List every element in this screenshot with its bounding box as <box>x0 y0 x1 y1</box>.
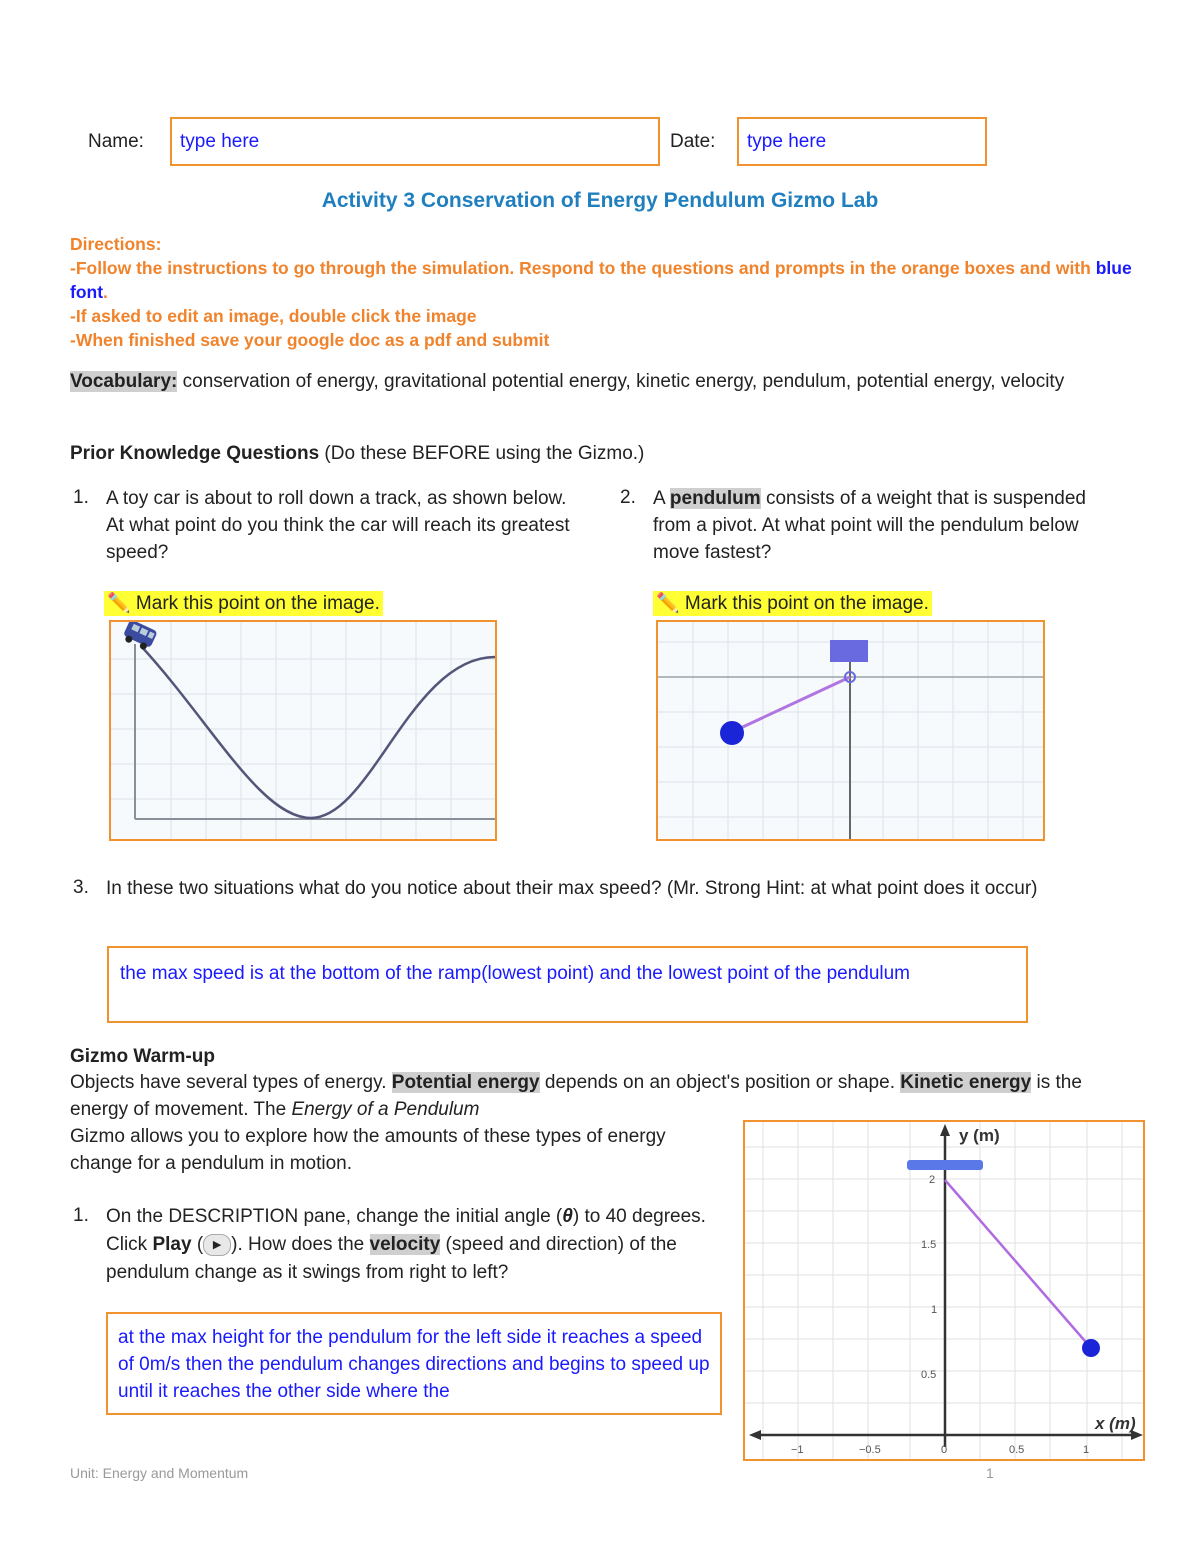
directions-line2: -If asked to edit an image, double click the image <box>70 306 477 326</box>
q3-text: In these two situations what do you notice about their max speed? (Mr. Strong Hint: at what point does it occur) <box>106 878 1038 899</box>
prior-heading: Prior Knowledge Questions (Do these BEFORE using the Gizmo.) <box>70 443 645 464</box>
warmup-q1-answer-box[interactable] <box>106 1312 722 1415</box>
track-curve <box>141 646 495 818</box>
q3-number: 3. <box>73 877 89 898</box>
directions-heading: Directions: <box>70 234 162 254</box>
warmup-paragraph-line1: Objects have several types of energy. Potential energy depends on an object's position or shape. Kinetic energy is the energy of movement. The Energy of a Pendulum <box>70 1072 1082 1120</box>
pendulum-image[interactable] <box>656 620 1045 841</box>
warmup-paragraph-wrap <box>70 1096 710 1196</box>
vocabulary-text: conservation of energy, gravitational potential energy, kinetic energy, pendulum, potential energy, velocity <box>177 371 1065 392</box>
page-title: Activity 3 Conservation of Energy Pendulum Gizmo Lab <box>321 189 879 212</box>
vocabulary-label: Vocabulary: <box>70 371 178 392</box>
q1-text: A toy car is about to roll down a track, as shown below. At what point do you think the car will reach its greatest speed? <box>106 488 570 563</box>
pendulum-graph-image[interactable] <box>743 1120 1145 1461</box>
track-image[interactable] <box>109 620 497 841</box>
y-axis-label: y (m) <box>959 1126 1000 1145</box>
q1-number: 1. <box>73 487 89 508</box>
blue-font-text: blue font <box>70 258 1132 302</box>
kinetic-energy-term: Kinetic energy <box>900 1072 1032 1093</box>
x-tick-neg1: −1 <box>791 1444 804 1456</box>
footer-unit: Unit: Energy and Momentum <box>70 1465 249 1481</box>
x-tick-neg0-5: −0.5 <box>859 1444 881 1456</box>
y-tick-1-5: 1.5 <box>921 1239 937 1251</box>
directions <box>70 232 1150 352</box>
q2-mark-prompt: ✏️ Mark this point on the image. <box>653 591 932 615</box>
name-label: Name: <box>88 131 144 152</box>
q3-answer: the max speed is at the bottom of the ramp(lowest point) and the lowest point of the pendulum <box>120 963 911 984</box>
q3-answer-box[interactable] <box>107 946 1028 1023</box>
warmup-q1-number: 1. <box>73 1205 89 1226</box>
date-label: Date: <box>670 131 716 152</box>
x-tick-0: 0 <box>941 1444 948 1456</box>
car-icon <box>121 622 158 652</box>
vocabulary <box>70 368 1140 395</box>
y-tick-0-5: 0.5 <box>921 1369 937 1381</box>
pendulum-bob <box>720 721 744 745</box>
x-axis-label: x (m) <box>1095 1414 1136 1433</box>
q2-number: 2. <box>620 487 636 508</box>
warmup-q1-answer: at the max height for the pendulum for the left side it reaches a speed of 0m/s then the pendulum changes directions and begins to speed up until it reaches the other side where the <box>118 1327 710 1402</box>
pendulum-graph-svg <box>745 1122 1143 1459</box>
x-tick-0-5: 0.5 <box>1009 1444 1025 1456</box>
x-tick-1: 1 <box>1083 1444 1090 1456</box>
potential-energy-term: Potential energy <box>391 1072 540 1093</box>
warmup-q1-text: On the DESCRIPTION pane, change the initial angle (θ) to 40 degrees. Click Play ( ▶ ). How does the velocity (speed and direction) of the pendulum change as it swings from right to left? <box>106 1206 706 1283</box>
pendulum-svg <box>658 622 1043 839</box>
directions-line1: -Follow the instructions to go through the simulation. Respond to the questions and prompts in the orange boxes and with blue font. <box>70 258 1132 302</box>
name-field[interactable]: type here <box>170 117 660 166</box>
y-tick-1: 1 <box>931 1304 938 1316</box>
q2-text: A pendulum consists of a weight that is suspended from a pivot. At what point will the pendulum below move fastest? <box>653 488 1086 563</box>
footer-page-number: 1 <box>986 1465 994 1481</box>
date-field[interactable]: type here <box>737 117 987 166</box>
q1-mark-prompt: ✏️ Mark this point on the image. <box>104 591 383 615</box>
track-svg <box>111 622 495 839</box>
pendulum-term: pendulum <box>669 488 761 509</box>
directions-line3: -When finished save your google doc as a pdf and submit <box>70 330 550 350</box>
warmup-heading: Gizmo Warm-up <box>70 1046 215 1067</box>
warmup-paragraph-rest: Gizmo allows you to explore how the amounts of these types of energy change for a pendulum in motion. <box>70 1126 666 1174</box>
play-icon: ▶ <box>203 1234 231 1256</box>
y-tick-2: 2 <box>929 1174 936 1186</box>
graph-pivot <box>907 1160 983 1170</box>
pivot-block <box>830 640 868 662</box>
pendulum-string <box>732 677 850 732</box>
velocity-term: velocity <box>369 1234 441 1255</box>
graph-pendulum-string <box>945 1180 1091 1348</box>
graph-pendulum-bob <box>1082 1339 1100 1357</box>
